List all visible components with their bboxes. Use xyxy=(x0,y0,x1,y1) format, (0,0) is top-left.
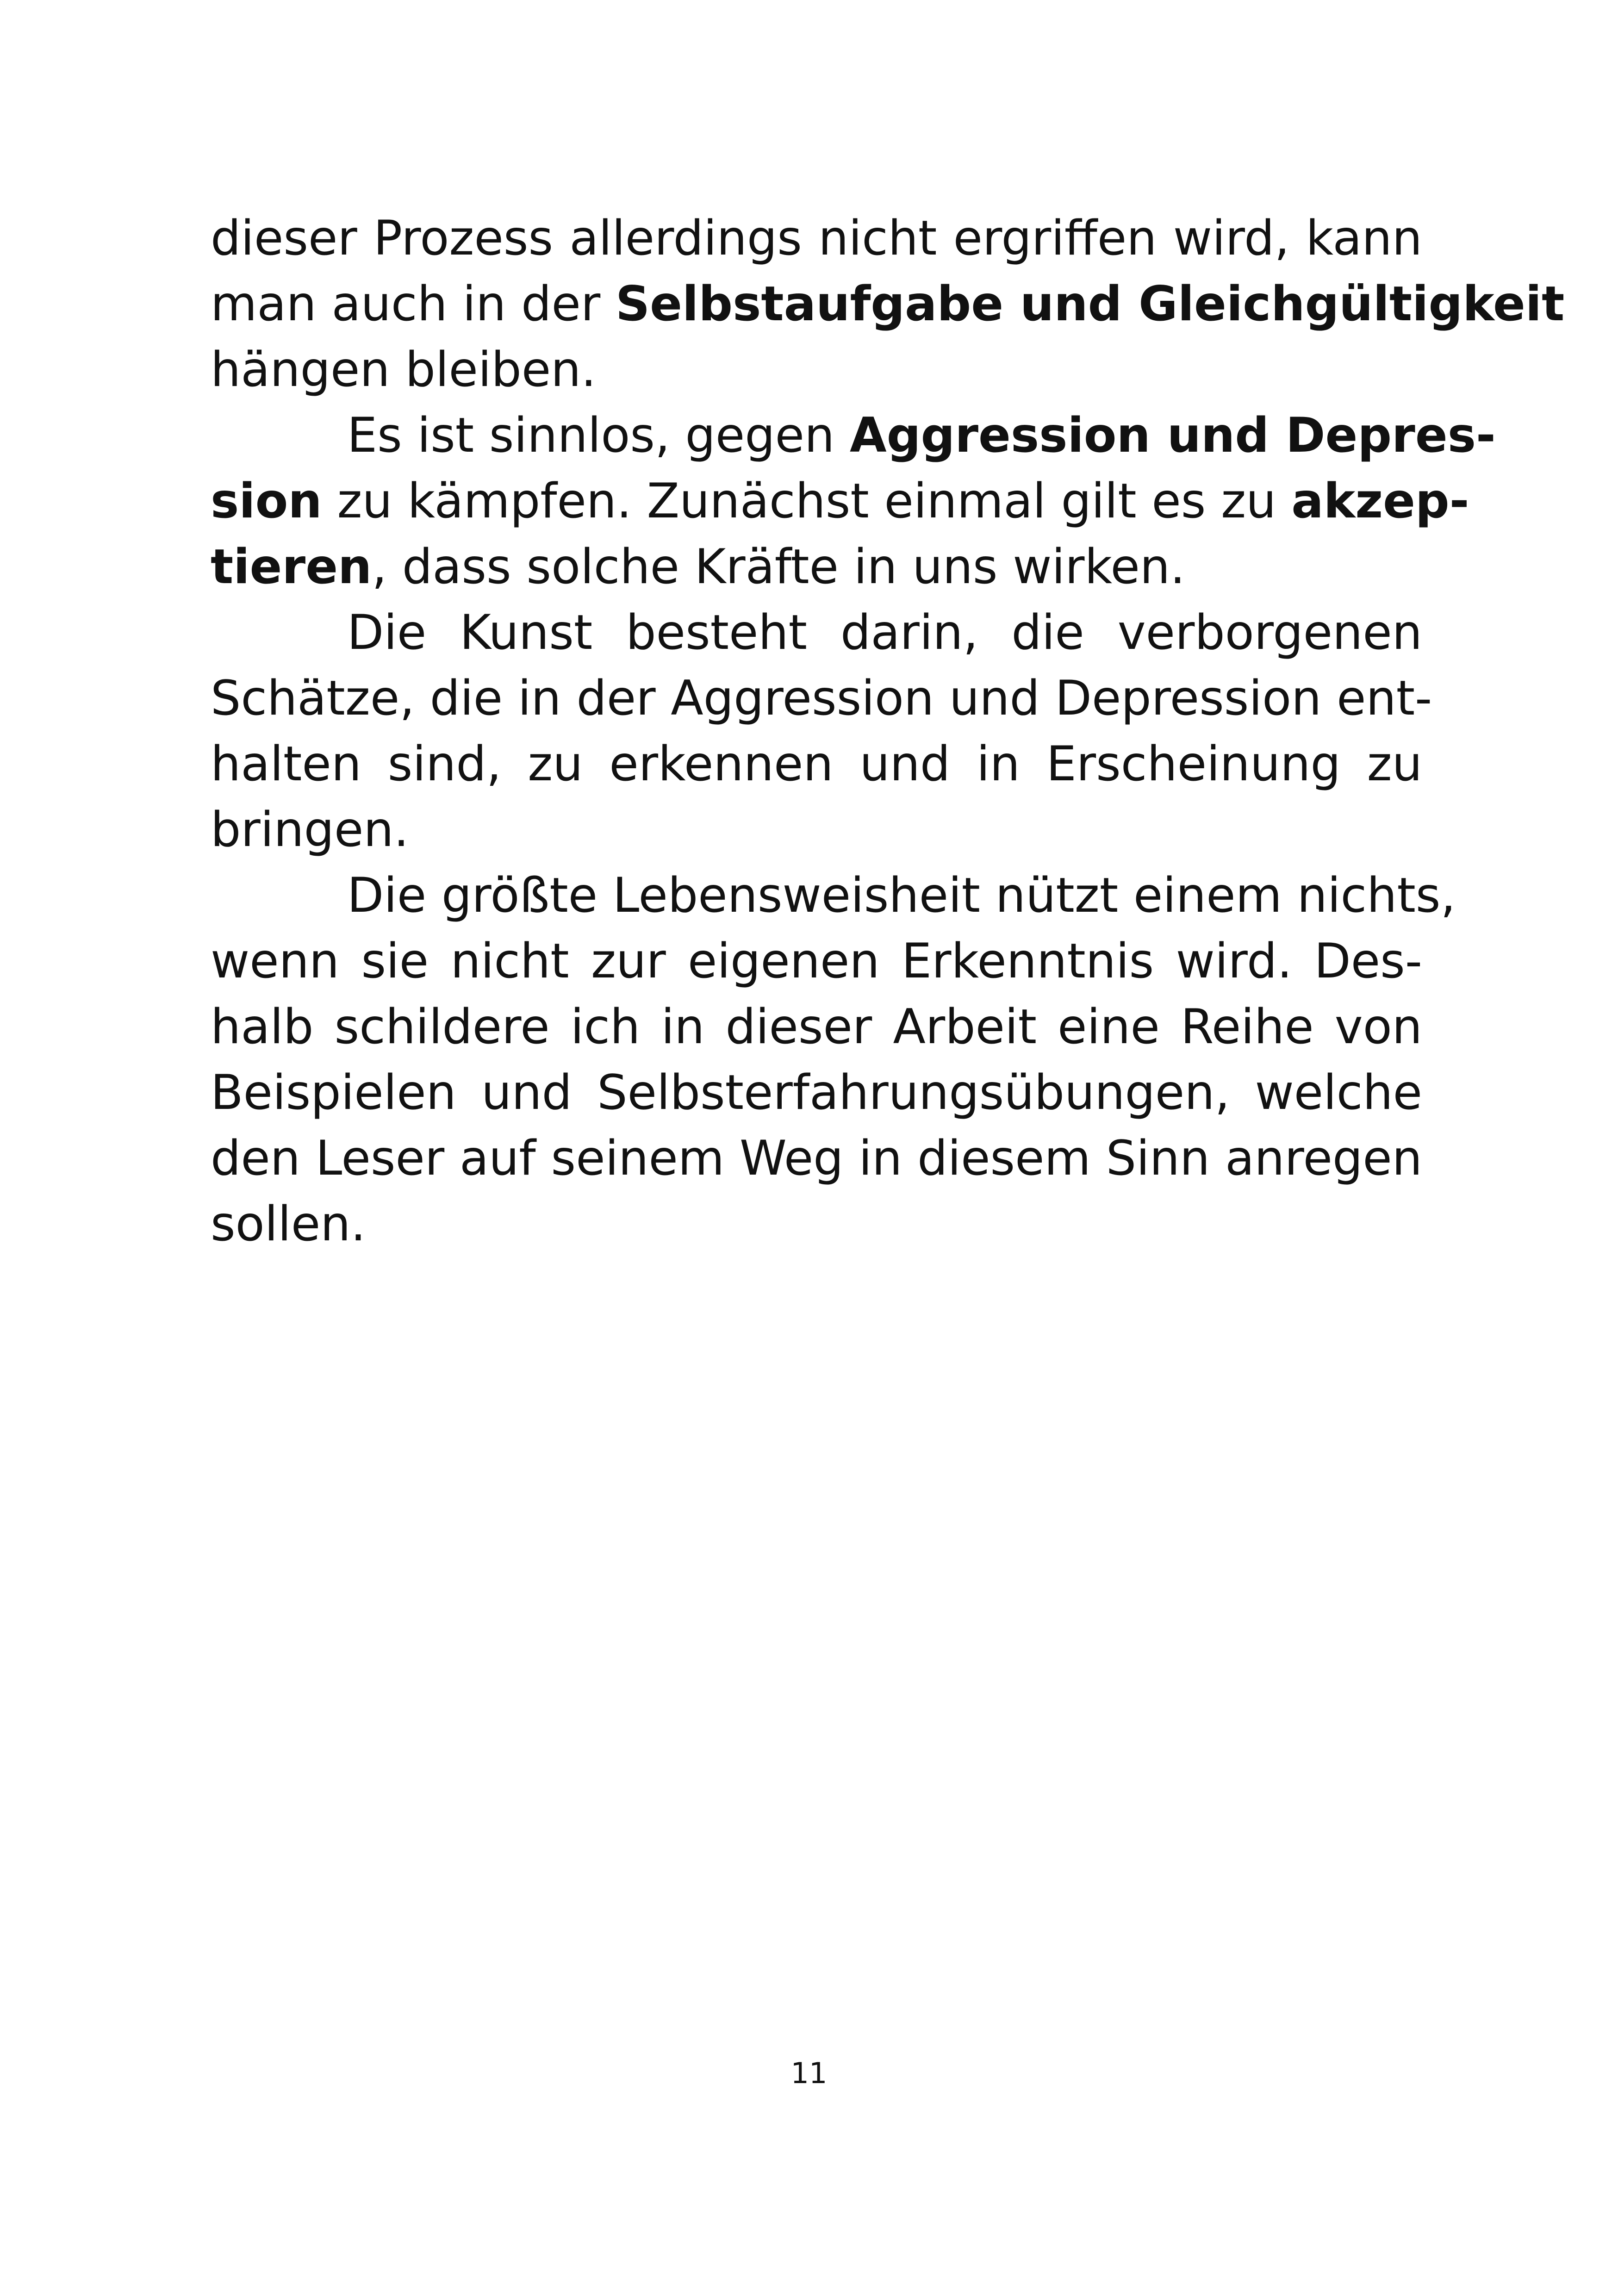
body-text xyxy=(211,205,1565,1257)
text-run: Schätze, die in der Aggression und Depression ent- xyxy=(211,671,1432,726)
text-line xyxy=(211,1126,1422,1191)
text-run: den Leser auf seinem Weg in diesem Sinn anregen xyxy=(211,1131,1422,1186)
text-line xyxy=(211,1191,1422,1257)
text-run: zu kämpfen. Zunächst einmal gilt es zu xyxy=(322,473,1292,529)
text-run: man auch in der xyxy=(211,276,616,332)
text-run: wenn sie nicht zur eigenen Erkenntnis wird. Des- xyxy=(211,933,1422,989)
bold-text: Aggression und Depres- xyxy=(850,408,1496,463)
bold-text: tieren xyxy=(211,539,372,595)
bold-text: akzep- xyxy=(1291,473,1469,529)
text-line xyxy=(211,666,1432,731)
text-run: Die Kunst besteht darin, die verborgenen xyxy=(347,605,1422,660)
text-line xyxy=(211,994,1422,1060)
text-line xyxy=(211,600,1422,666)
page-number: 11 xyxy=(790,2056,828,2090)
bold-text: Selbstaufgabe und Gleichgültigkeit xyxy=(616,276,1565,332)
text-run: dieser Prozess allerdings nicht ergriffen wird, kann xyxy=(211,211,1422,266)
text-run: halten sind, zu erkennen und in Erscheinung zu xyxy=(211,736,1422,792)
text-line xyxy=(211,205,1422,271)
text-line xyxy=(211,863,1456,928)
text-run: hängen bleiben. xyxy=(211,342,597,398)
text-line xyxy=(211,928,1422,994)
text-line xyxy=(211,337,1422,403)
text-line xyxy=(211,468,1469,534)
text-line xyxy=(211,271,1565,337)
text-run: Beispielen und Selbsterfahrungsübungen, welche xyxy=(211,1065,1422,1120)
paragraph xyxy=(211,205,1565,403)
text-line xyxy=(211,534,1422,600)
paragraph xyxy=(211,863,1456,1257)
text-run: Es ist sinnlos, gegen xyxy=(347,408,850,463)
paragraph xyxy=(211,403,1496,600)
text-run: halb schildere ich in dieser Arbeit eine Reihe von xyxy=(211,999,1422,1055)
text-line xyxy=(211,731,1422,797)
bold-text: sion xyxy=(211,473,322,529)
text-line xyxy=(211,1060,1422,1126)
text-run: , dass solche Kräfte in uns wirken. xyxy=(372,539,1185,595)
paragraph xyxy=(211,600,1432,863)
text-run: bringen. xyxy=(211,802,409,858)
text-run: sollen. xyxy=(211,1196,366,1252)
text-line xyxy=(211,403,1496,468)
text-run: Die größte Lebensweisheit nützt einem nichts, xyxy=(347,868,1456,923)
text-line xyxy=(211,797,1422,863)
